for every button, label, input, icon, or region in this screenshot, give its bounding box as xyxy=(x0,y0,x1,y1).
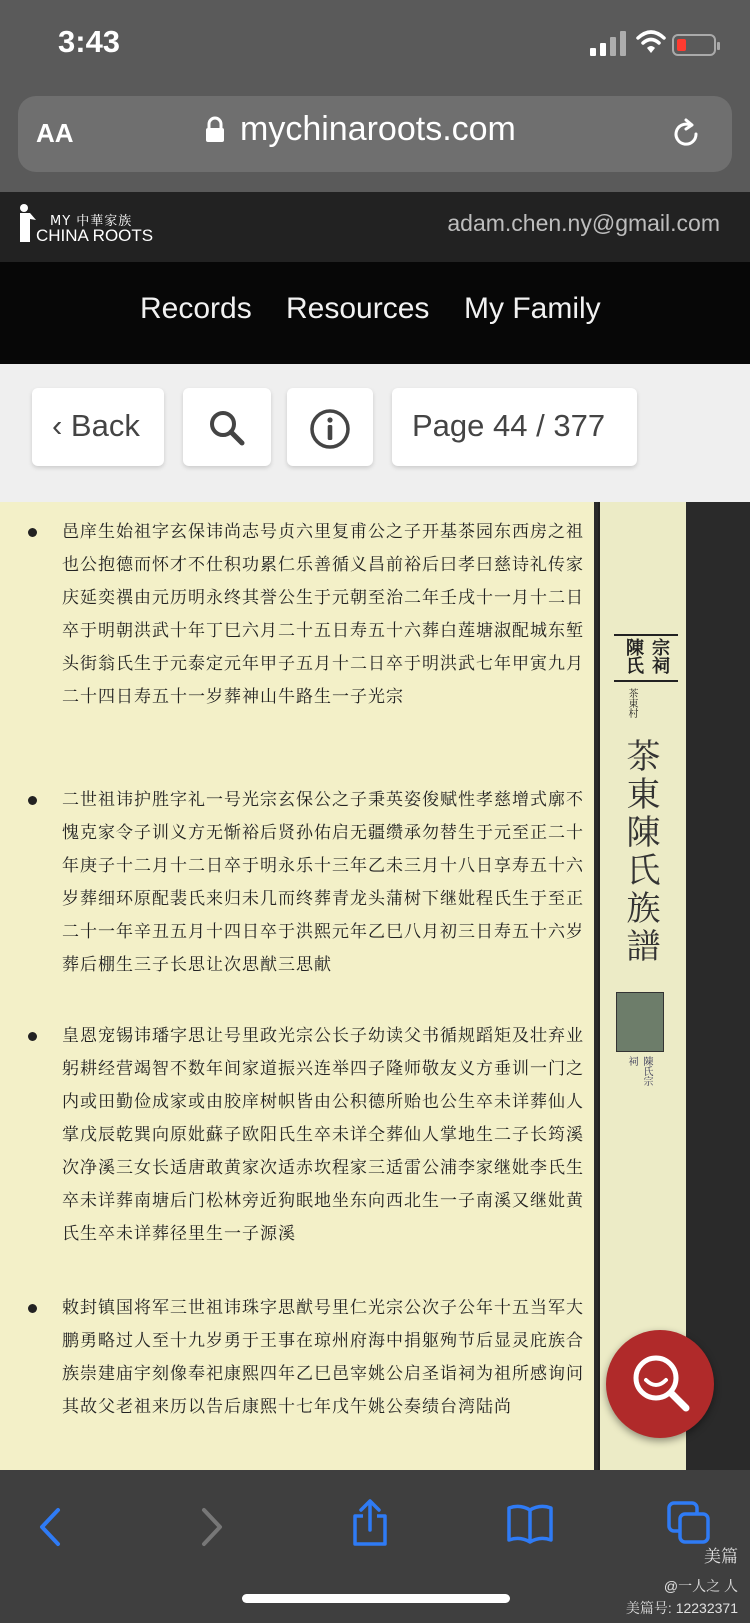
genealogy-entry xyxy=(28,1020,588,1251)
watermark-logo: 美篇 xyxy=(704,1547,738,1566)
reload-icon[interactable] xyxy=(670,116,702,150)
lock-icon xyxy=(204,116,226,144)
genealogy-entry xyxy=(28,784,588,982)
side-small-label: 陳氏宗祠 xyxy=(626,1056,652,1086)
status-bar xyxy=(0,0,750,88)
search-icon xyxy=(628,1350,694,1416)
seal-image xyxy=(616,992,664,1052)
site-header xyxy=(0,192,750,262)
document-viewer[interactable] xyxy=(0,502,750,1470)
bullet xyxy=(28,1032,37,1041)
back-button-label: ‹ Back xyxy=(52,408,140,443)
info-button[interactable] xyxy=(287,388,373,466)
genealogy-entry xyxy=(28,516,588,714)
back-button[interactable] xyxy=(32,388,164,466)
page-indicator-label: Page 44 / 377 xyxy=(412,408,606,443)
info-icon xyxy=(309,408,351,450)
entry-text: 皇恩宠锡讳璠字思让号里政光宗公长子幼读父书循规蹈矩及壮弃业躬耕经营竭智不数年间家道振兴连举四子隆师敬友义方垂训一门之内或田勤俭成家或由胶庠树帜皆由公积德所贻也公生卒未详葬仙人掌戊辰乾巽向原妣蘇子欧阳氏生卒未详仝葬仙人掌地生二子长筠溪次净溪三女长适唐敢黄家次适赤坎程家三适雷公浦李家继妣李氏生卒未详葬南塘后门松林旁近狗眠地坐东向西北生一子南溪又继妣黄氏生卒未详葬径里生一子源溪 xyxy=(62,1026,584,1244)
main-nav xyxy=(0,262,750,364)
clock: 3:43 xyxy=(58,24,121,59)
wifi-icon xyxy=(636,28,666,56)
back-arrow-icon[interactable] xyxy=(36,1506,66,1548)
cellular-signal-icon xyxy=(590,30,630,56)
nav-resources[interactable]: Resources xyxy=(286,292,430,325)
bullet xyxy=(28,1304,37,1313)
page-indicator[interactable] xyxy=(392,388,637,466)
forward-arrow-icon[interactable] xyxy=(196,1506,226,1548)
genealogy-entry xyxy=(28,1292,588,1424)
bullet xyxy=(28,796,37,805)
url-text[interactable]: mychinaroots.com xyxy=(240,110,516,148)
search-button[interactable] xyxy=(183,388,271,466)
document-page xyxy=(0,502,594,1470)
book-spine-margin xyxy=(598,502,686,1470)
side-title: 茶東陳氏族譜 xyxy=(620,738,660,966)
logo-line1: MY 中華家族 xyxy=(50,214,133,229)
entry-text: 敕封镇国将军三世祖讳珠字思猷号里仁光宗公次子公年十五当军大鹏勇略过人至十九岁勇于王事在琼州府海中捐躯殉节后显灵庇族合族崇建庙宇刻像奉祀康熙四年乙巳邑宰姚公启圣诣祠为祖所感询问其故父老祖来历以告后康熙十七年戊午姚公奏绩台湾陆尚 xyxy=(62,1298,584,1417)
address-bar[interactable] xyxy=(18,96,732,172)
watermark-id: 美篇号: 12232371 xyxy=(625,1600,738,1616)
user-email[interactable]: adam.chen.ny@gmail.com xyxy=(447,210,720,236)
side-top-label: 宗祠 陳氏 xyxy=(614,634,678,682)
viewer-toolbar xyxy=(0,364,750,502)
watermark-author: @一人之 人 xyxy=(663,1578,738,1594)
tabs-icon[interactable] xyxy=(666,1500,712,1546)
side-sub-label: 茶東村 xyxy=(626,688,637,718)
logo-figure-icon xyxy=(16,202,38,246)
nav-my-family[interactable]: My Family xyxy=(464,292,601,325)
logo-line2: CHINA ROOTS xyxy=(36,226,154,245)
share-icon[interactable] xyxy=(350,1498,390,1548)
nav-records[interactable]: Records xyxy=(140,292,252,325)
battery-icon xyxy=(672,34,716,56)
bullet xyxy=(28,528,37,537)
reader-settings-button[interactable]: AA xyxy=(36,118,74,148)
home-indicator[interactable] xyxy=(242,1594,510,1603)
search-icon xyxy=(207,408,247,448)
entry-text: 二世祖讳护胜字礼一号光宗玄保公之子秉英姿俊赋性孝慈增式廓不愧克家令子训义方无惭裕后贤孙佑启无疆缵承勿替生于元至正二十年庚子十二月十二日卒于明永乐十三年乙未三月十八日享寿五十六岁葬细环原配裴氏来归未几而终葬青龙头蒲树下继妣程氏生于至正二十一年辛丑五月十四日卒于洪熙元年乙巳八月初三日寿五十六岁葬后棚生三子长思让次思猷三思献 xyxy=(62,790,584,975)
floating-search-button[interactable] xyxy=(606,1330,714,1438)
bookmarks-icon[interactable] xyxy=(506,1504,554,1544)
entry-text: 邑庠生始祖字玄保讳尚志号贞六里复甫公之子开基茶园东西房之祖也公抱德而怀才不仕积功累仁乐善循义昌前裕后曰孝曰慈诗礼传家庆延奕禩由元历明永终其誉公生于元朝至治二年壬戌十一月十二日卒于明朝洪武十年丁巳六月二十五日寿五十六葬白莲塘淑配城东堑头街翁氏生于元泰定元年甲子五月十二日卒于明洪武七年甲寅九月二十四日寿五十一岁葬神山牛路生一子光宗 xyxy=(62,522,584,707)
